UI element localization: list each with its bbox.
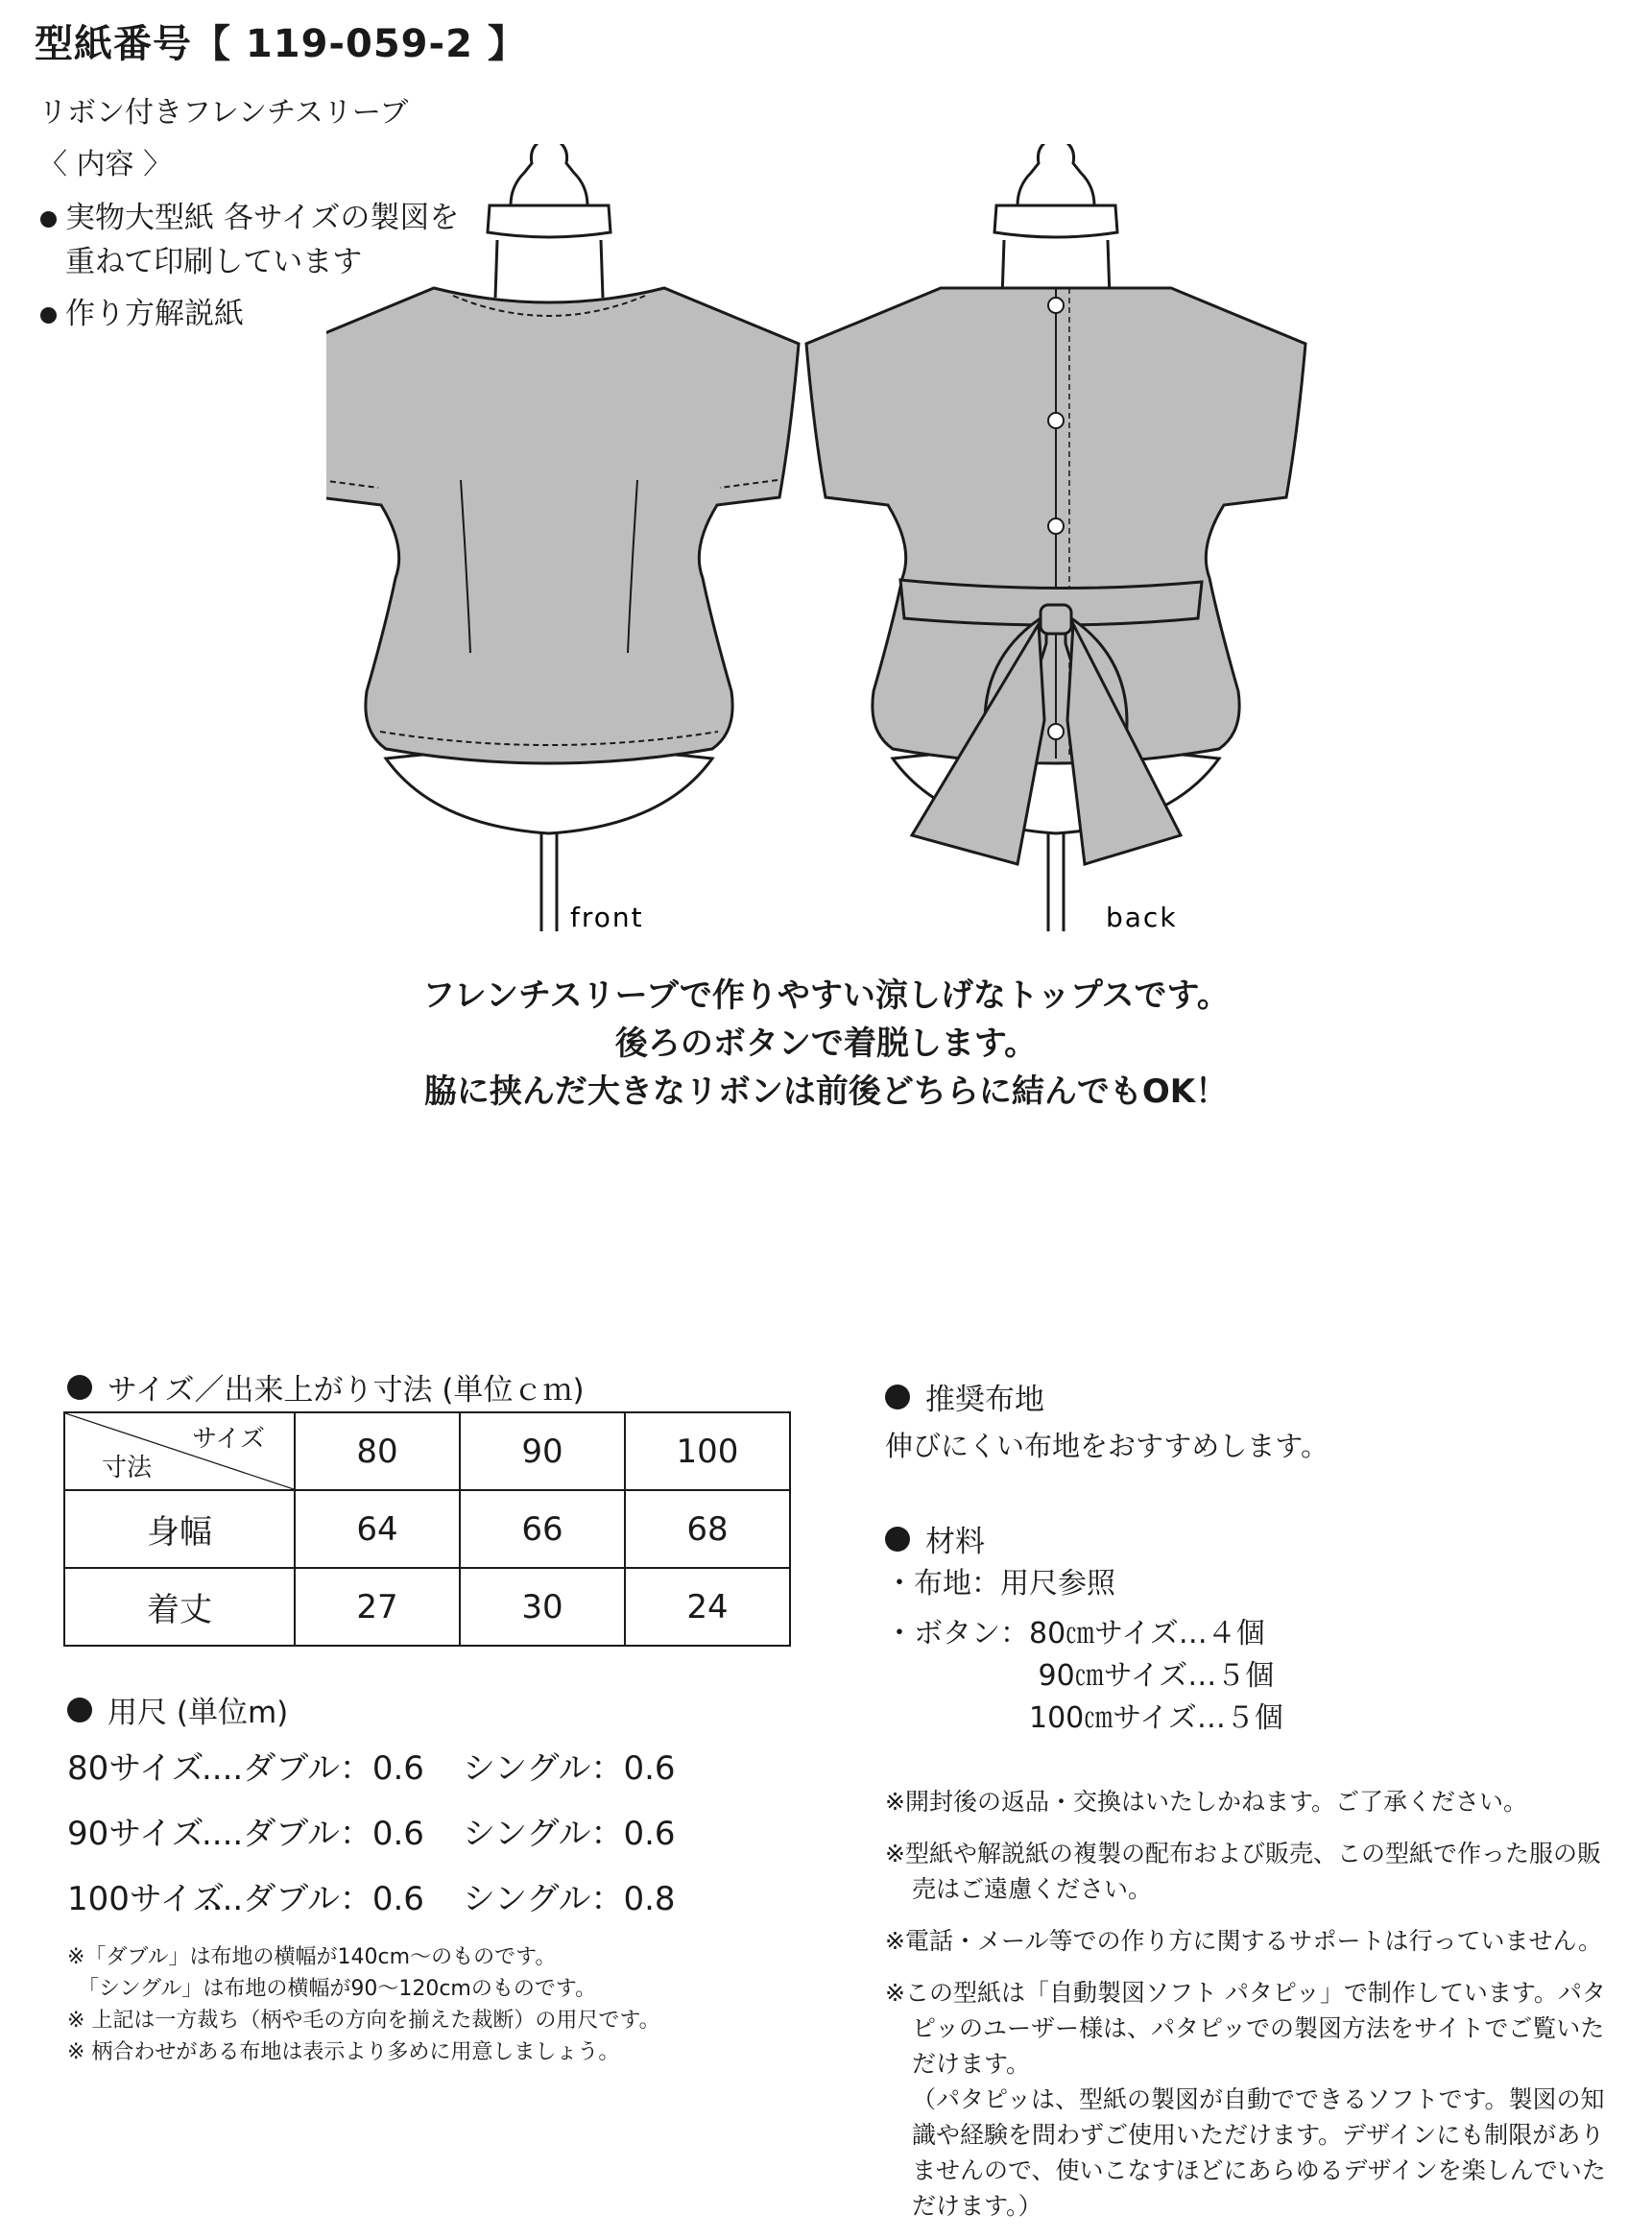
yardage-single: シングル：0.8 <box>463 1880 676 1918</box>
materials-line: 100㎝サイズ…５個 <box>885 1701 1283 1735</box>
yardage-size: 80サイズ <box>67 1749 204 1788</box>
yardage-heading-text: 用尺 (単位m) <box>108 1696 289 1730</box>
list-item <box>67 1736 676 1801</box>
note-line: ※ 上記は一方裁ち（柄や毛の方向を揃えた裁断）の用尺です。 <box>67 2009 660 2033</box>
table-cell: 66 <box>460 1490 625 1568</box>
contents-item: 作り方解説紙 <box>36 292 459 336</box>
size-header-cell: 80 <box>295 1412 460 1490</box>
note-paragraph: ※電話・メール等での作り方に関するサポートは行っていません。 <box>885 1927 1602 1955</box>
note-line: 「シングル」は布地の横幅が90〜120cmのものです。 <box>67 1977 597 2001</box>
corner-size-label: サイズ <box>192 1425 265 1454</box>
size-header-cell: 100 <box>625 1412 790 1490</box>
table-row <box>64 1412 790 1490</box>
materials-heading-text: 材料 <box>925 1525 985 1559</box>
back-view <box>806 144 1305 933</box>
note-paragraph: ※開封後の返品・交換はいたしかねます。ご了承ください。 <box>885 1788 1527 1816</box>
front-view <box>326 144 799 933</box>
tagline-line: 脇に挟んだ大きなリボンは前後どちらに結んでもOK！ <box>423 1072 1229 1111</box>
fabric-heading <box>885 1375 1044 1418</box>
table-cell: 68 <box>625 1490 790 1568</box>
fabric-text: 伸びにくい布地をおすすめします。 <box>885 1430 1329 1462</box>
table-cell: 24 <box>625 1568 790 1646</box>
description-tagline <box>0 972 1652 1116</box>
yardage-size: 100サイズ <box>67 1880 226 1918</box>
yardage-heading <box>67 1688 288 1731</box>
size-heading <box>67 1365 585 1409</box>
note-line: ※「ダブル」は布地の横幅が140cm〜のものです。 <box>67 1945 557 1969</box>
bullet-icon <box>67 1698 92 1722</box>
materials-line: ・布地：用尺参照 <box>885 1567 1115 1601</box>
garment-illustration <box>326 144 1325 951</box>
yardage-single: シングル：0.6 <box>463 1749 676 1788</box>
bullet-icon <box>67 1375 92 1400</box>
table-cell: 27 <box>295 1568 460 1646</box>
back-label: back <box>1106 902 1178 933</box>
bullet-icon <box>885 1527 910 1552</box>
yardage-double: ....ダブル：0.6 <box>202 1815 424 1853</box>
row-label-cell: 着丈 <box>64 1568 295 1646</box>
materials-list <box>885 1563 1283 1740</box>
table-corner-cell <box>64 1412 295 1490</box>
list-item <box>67 1801 676 1867</box>
bullet-icon <box>885 1385 910 1409</box>
table-cell: 64 <box>295 1490 460 1568</box>
note-line: ※ 柄合わせがある布地は表示より多めに用意しましょう。 <box>67 2040 620 2064</box>
tagline-line: フレンチスリーブで作りやすい涼しげなトップスです。 <box>422 976 1230 1015</box>
yardage-size: 90サイズ <box>67 1815 204 1853</box>
note-paragraph: ※型紙や解説紙の複製の配布および販売、この型紙で作った服の販売はご遠慮ください。 <box>885 1840 1601 1903</box>
materials-line: ・ボタン：80㎝サイズ…４個 <box>885 1617 1265 1650</box>
row-label-cell: 身幅 <box>64 1490 295 1568</box>
yardage-double: ....ダブル：0.6 <box>202 1880 424 1918</box>
yardage-notes <box>67 1941 660 2068</box>
materials-heading <box>885 1517 985 1560</box>
corner-dimension-label: 寸法 <box>102 1454 153 1482</box>
size-header-cell: 90 <box>460 1412 625 1490</box>
yardage-list <box>67 1736 676 1932</box>
note-paragraph: ※この型紙は「自動製図ソフト パタピッ」で制作しています。パタピッのユーザー様は、パタピッでの製図方法をサイトでご覧いただけます。 （パタピッは、型紙の製図が自動でできるソフトです。製図の知識や経験を問わずご使用いただけます。デザインにも制限がありませんので、使いこなすほどにあらゆるデザインを楽しんでいただけます。） <box>885 1979 1606 2220</box>
yardage-single: シングル：0.6 <box>463 1815 676 1853</box>
yardage-double: ....ダブル：0.6 <box>202 1749 424 1788</box>
table-cell: 30 <box>460 1568 625 1646</box>
tagline-line: 後ろのボタンで着脱します。 <box>614 1024 1038 1063</box>
list-item <box>67 1867 676 1932</box>
size-table <box>63 1411 791 1647</box>
table-row <box>64 1490 790 1568</box>
contents-heading: 〈 内容 〉 <box>38 148 173 181</box>
table-row <box>64 1568 790 1646</box>
pattern-name: リボン付きフレンチスリーブ <box>38 96 409 130</box>
pattern-number-title: 型紙番号【 119-059-2 】 <box>35 22 527 66</box>
materials-line: 90㎝サイズ…５個 <box>885 1659 1275 1693</box>
front-label: front <box>570 902 644 933</box>
notes-section <box>885 1784 1615 2240</box>
contents-item: 実物大型紙 各サイズの製図を 重ねて印刷しています <box>36 196 459 284</box>
size-heading-text: サイズ／出来上がり寸法 (単位ｃｍ) <box>108 1373 585 1408</box>
fabric-heading-text: 推奨布地 <box>925 1383 1044 1417</box>
